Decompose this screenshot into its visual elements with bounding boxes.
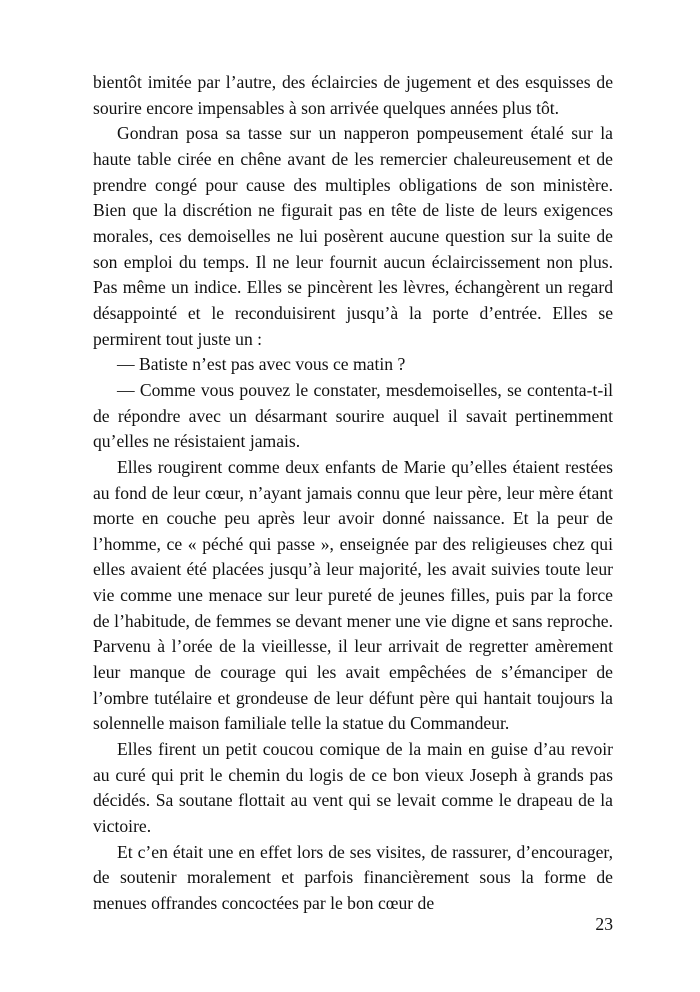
page-number: 23 bbox=[595, 914, 613, 934]
dialogue-line-question: — Batiste n’est pas avec vous ce matin ? bbox=[117, 354, 406, 375]
paragraph-gondran-departure: Gondran posa sa tasse sur un napperon pompeusement étalé sur la haute table cirée en chêne avant de les remercier chaleureusement et de prendre congé pour cause des multiples obligations de son ministère. Bien que la discrétion ne figurait pas en tête de liste de leurs exigences morales, ces demoiselles ne lui posèrent aucune question sur la suite de son emploi du temps. Il ne leur fournit aucun éclaircissement non plus. Pas même un indice. Elles se pincèrent les lèvres, échangèrent un regard désappointé et le reconduisirent jusqu’à la porte d’entrée. Elles se permirent tout juste un : bbox=[93, 123, 613, 349]
page-body bbox=[93, 70, 613, 917]
paragraph-continuation: bientôt imitée par l’autre, des éclaircies de jugement et des esquisses de sourire encore impensables à son arrivée quelques années plus tôt. bbox=[93, 72, 613, 118]
paragraph-blushing-sisters: Elles rougirent comme deux enfants de Marie qu’elles étaient restées au fond de leur cœur, n’ayant jamais connu que leur père, leur mère étant morte en couche peu après leur avoir donné naissance. Et la peur de l’homme, ce « péché qui passe », enseignée par des religieuses chez qui elles avaient été placées jusqu’à leur majorité, les avait suivies toute leur vie comme une menace sur leur pureté de jeunes filles, puis par la force de l’habitude, de femmes se devant mener une vie digne et sans reproche. Parvenu à l’orée de la vieillesse, il leur arrivait de regretter amèrement leur manque de courage qui les avait empêchées de s’émanciper de l’ombre tutélaire et grondeuse de leur défunt père qui hantait toujours la solennelle maison familiale telle la statue du Commandeur. bbox=[93, 456, 613, 734]
paragraph-visits: Et c’en était une en effet lors de ses visites, de rassurer, d’encourager, de soutenir moralement et parfois financièrement sous la forme de menues offrandes concoctées par le bon cœur de bbox=[93, 841, 613, 913]
paragraph-farewell: Elles firent un petit coucou comique de la main en guise d’au revoir au curé qui prit le chemin du logis de ce bon vieux Joseph à grands pas décidés. Sa soutane flottait au vent qui se levait comme le drapeau de la victoire. bbox=[93, 739, 613, 837]
dialogue-line-answer: — Comme vous pouvez le constater, mesdemoiselles, se contenta-t-il de répondre avec un désarmant sourire auquel il savait pertinemment qu’elles ne résistaient jamais. bbox=[93, 379, 613, 452]
